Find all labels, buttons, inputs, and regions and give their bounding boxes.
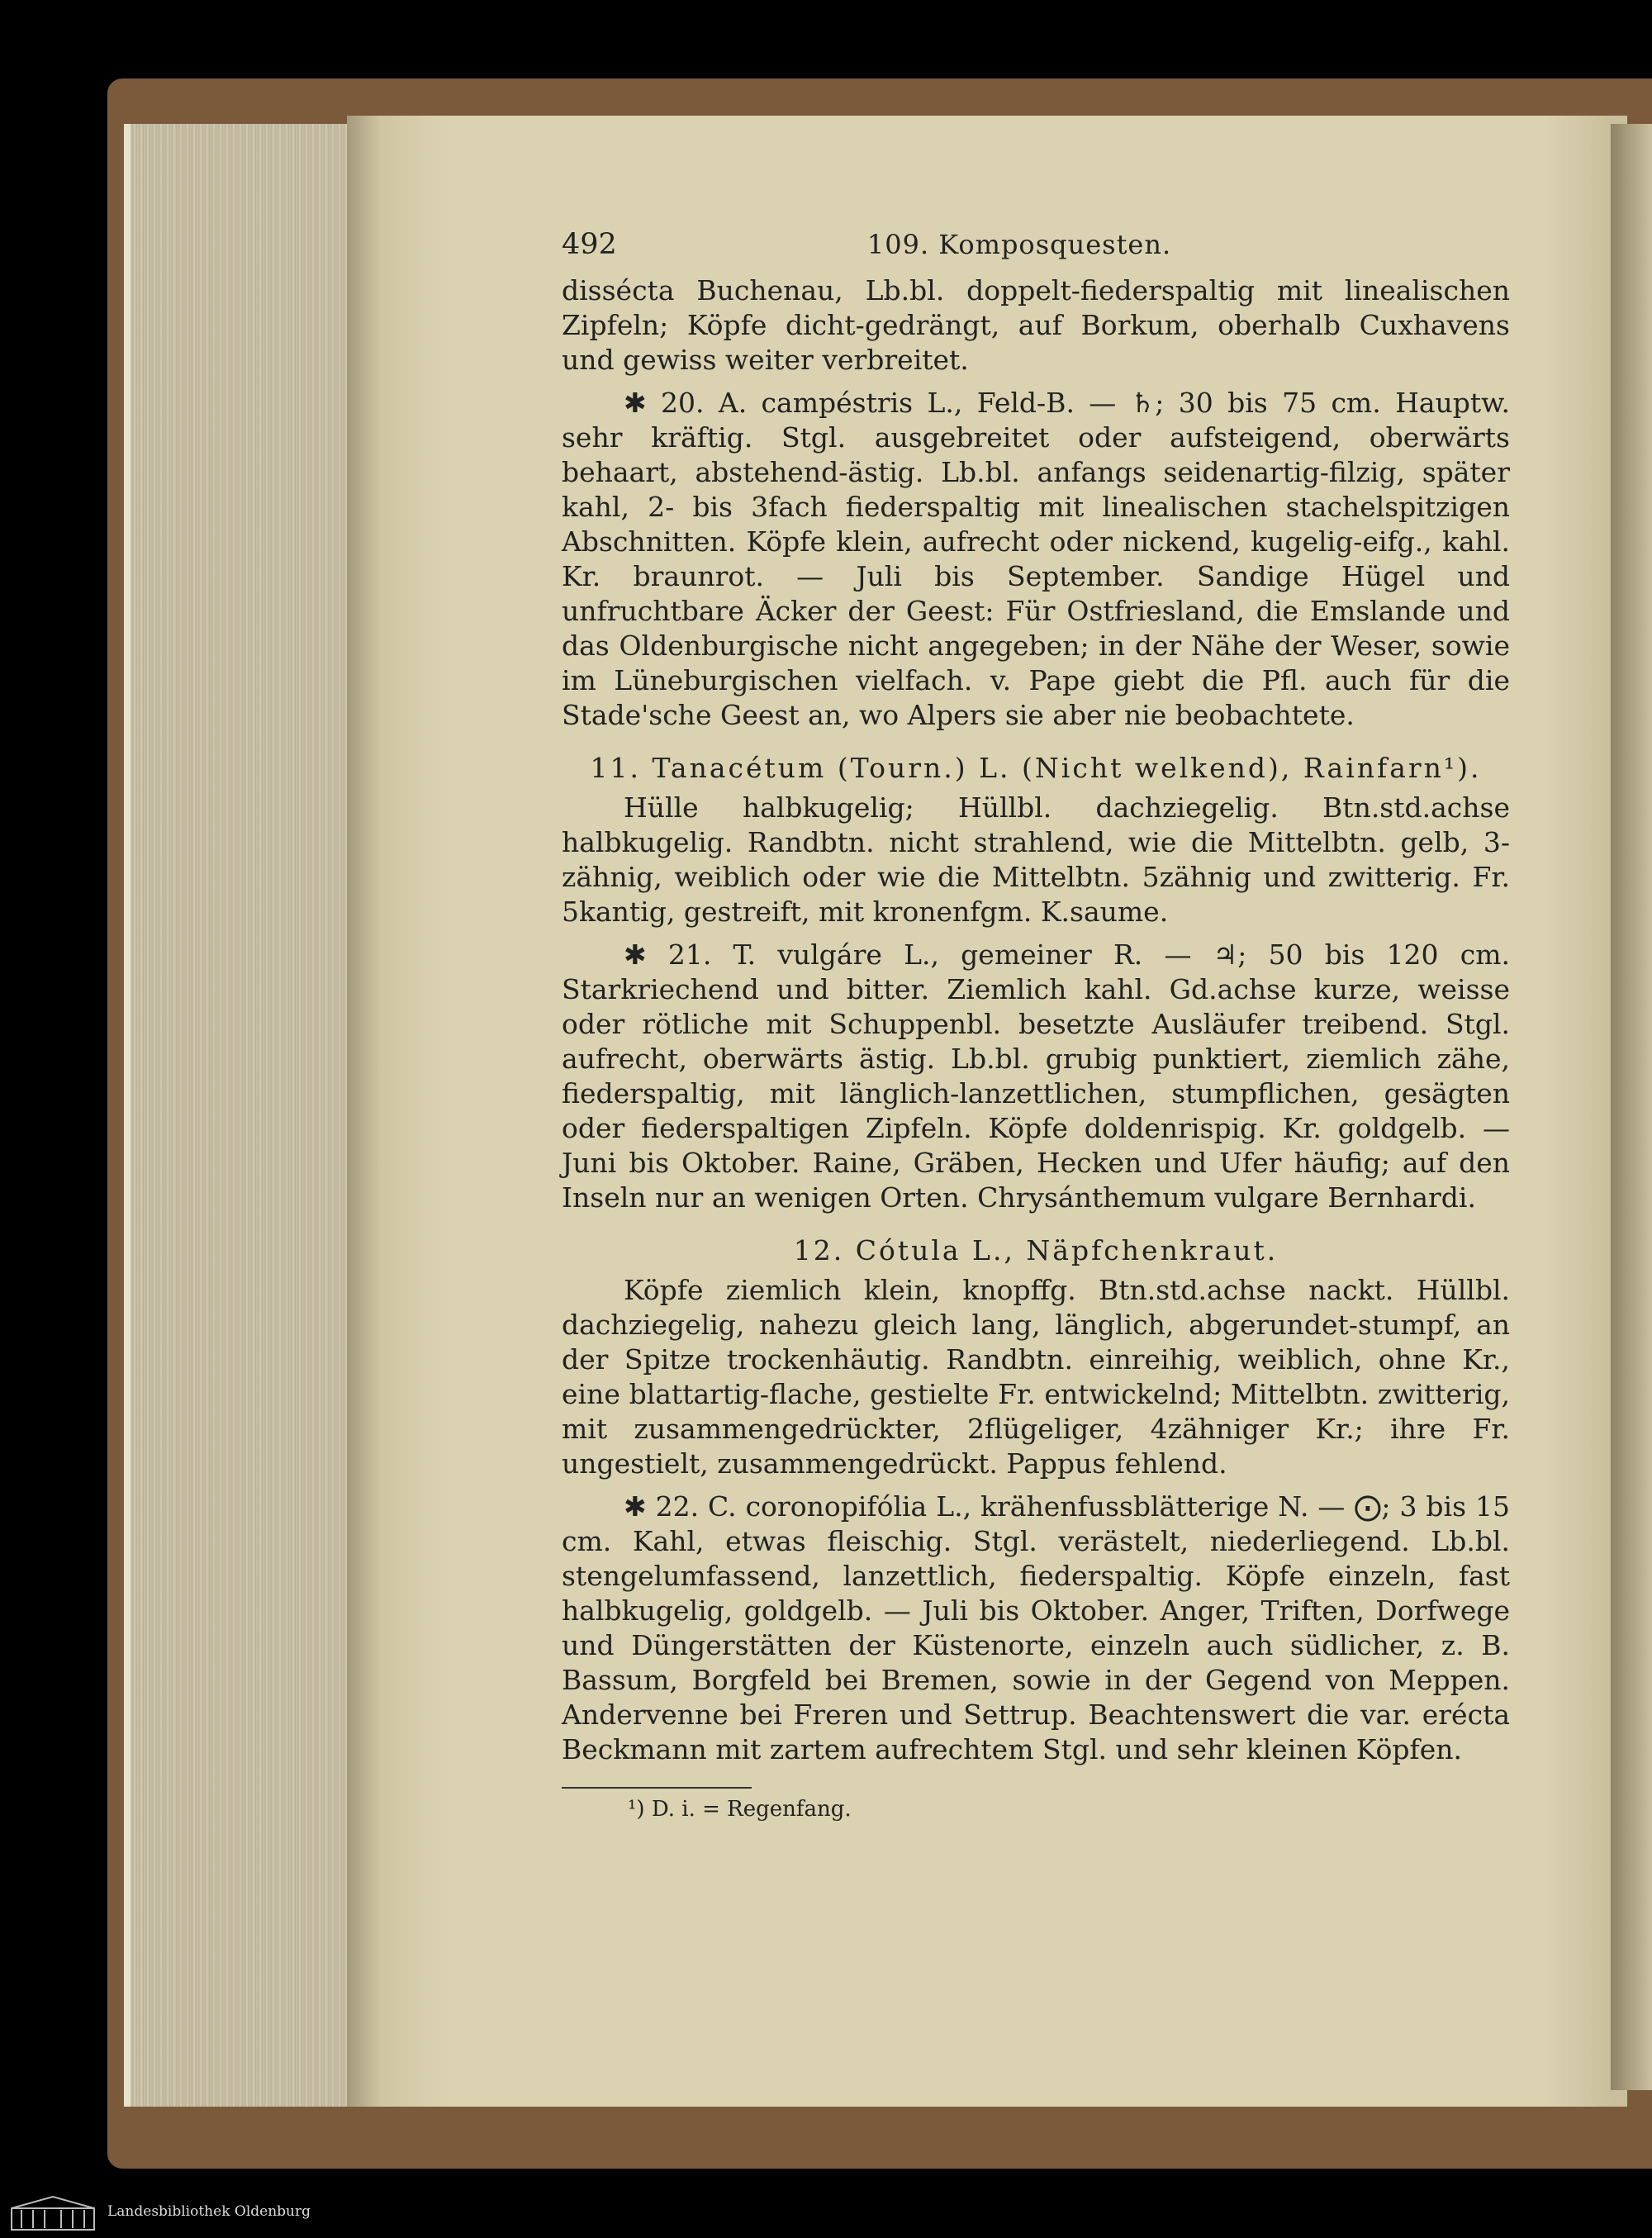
page-number: 492 <box>562 228 617 261</box>
book-page-edges <box>124 124 370 2107</box>
paragraph-cotula-genus: Köpfe ziemlich klein, knopffg. Btn.std.achse nackt. Hüllbl. dachziegelig, nahezu gleich lang, länglich, abgerundet-stumpf, an der Spitze trockenhäutig. Randbtn. einreihig, weiblich, ohne Kr., eine blattartig-flache, gestielte Fr. entwickelnd; Mittelbtn. zwitterig, mit zusammengedrückter, 2flügeliger, 4zähniger Kr.; ihre Fr. ungestielt, zusammengedrückt. Pappus fehlend. <box>562 1274 1510 1480</box>
footnote-rule <box>562 1787 752 1789</box>
running-title: 109. Komposquesten. <box>866 229 1172 260</box>
paragraph-dissecta: dissécta Buchenau, Lb.bl. doppelt-fiederspaltig mit linealischen Zipfeln; Köpfe dicht-gedrängt, auf Borkum, oberhalb Cuxhavens und gewiss weiter verbreitet. <box>562 274 1510 376</box>
next-page-edge <box>1611 124 1652 2090</box>
paragraph-campestris: ✱ 20. A. campéstris L., Feld-B. — ♄; 30 bis 75 cm. Hauptw. sehr kräftig. Stgl. ausgebreitet oder aufsteigend, oberwärts behaart, abstehend-ästig. Lb.bl. anfangs seidenartig-filzig, später kahl, 2- bis 3fach fiederspaltig mit linealischen stachelspitzigen Abschnitten. Köpfe klein, aufrecht oder nickend, kugelig-eifg., kahl. Kr. braunrot. — Juli bis September. Sandige Hügel und unfruchtbare Äcker der Geest: Für Ostfriesland, die Emslande und das Oldenburgische nicht angegeben; in der Nähe der Weser, sowie im Lüneburgischen vielfach. v. Pape giebt die Pfl. auch für die Stade'sche Geest an, wo Alpers sie aber nie beobachtete. <box>562 387 1510 731</box>
paragraph-coronopifolia: ✱ 22. C. coronopifólia L., krähenfussblätterige N. — ⨀; 3 bis 15 cm. Kahl, etwas fleischig. Stgl. verästelt, niederliegend. Lb.bl. stengelumfassend, lanzettlich, fiederspaltig. Köpfe einzeln, fast halbkugelig, goldgelb. — Juli bis Oktober. Anger, Triften, Dorfwege und Düngerstätten der Küstenorte, einzeln auch südlicher, z. B. Bassum, Borgfeld bei Bremen, sowie in der Gegend von Meppen. Andervenne bei Freren und Settrup. Beachtenswert die var. erécta Beckmann mit zartem aufrechtem Stgl. und sehr kleinen Köpfen. <box>562 1490 1510 1765</box>
page-text <box>562 227 1510 1823</box>
section-title-tanacetum: 11. Tanacétum (Tourn.) L. (Nicht welkend), Rainfarn¹). <box>590 752 1482 784</box>
section-title-cotula: 12. Cótula L., Näpfchenkraut. <box>793 1234 1279 1266</box>
library-name[interactable]: Landesbibliothek Oldenburg <box>107 2203 311 2220</box>
paragraph-tanacetum-genus: Hülle halbkugelig; Hüllbl. dachziegelig. Btn.std.achse halbkugelig. Randbtn. nicht strahlend, wie die Mittelbtn. gelb, 3-zähnig, weiblich oder wie die Mittelbtn. 5zähnig und zwitterig. Fr. 5kantig, gestreift, mit kronenfgm. K.saume. <box>562 791 1510 928</box>
paragraph-vulgare: ✱ 21. T. vulgáre L., gemeiner R. — ♃; 50 bis 120 cm. Starkriechend und bitter. Ziemlich kahl. Gd.achse kurze, weisse oder rötliche mit Schuppenbl. besetzte Ausläufer treibend. Stgl. aufrecht, oberwärts ästig. Lb.bl. grubig punktiert, ziemlich zähe, fiederspaltig, mit länglich-lanzettlichen, stumpflichen, gesägten oder fiederspaltigen Zipfeln. Köpfe doldenrispig. Kr. goldgelb. — Juni bis Oktober. Raine, Gräben, Hecken und Ufer häufig; auf den Inseln nur an wenigen Orten. Chrysánthemum vulgare Bernhardi. <box>562 938 1510 1214</box>
footer-bar <box>0 2188 1652 2238</box>
library-building-icon <box>10 2195 96 2231</box>
page-header <box>562 227 1510 262</box>
footnote: ¹) D. i. = Regenfang. <box>628 1797 852 1822</box>
